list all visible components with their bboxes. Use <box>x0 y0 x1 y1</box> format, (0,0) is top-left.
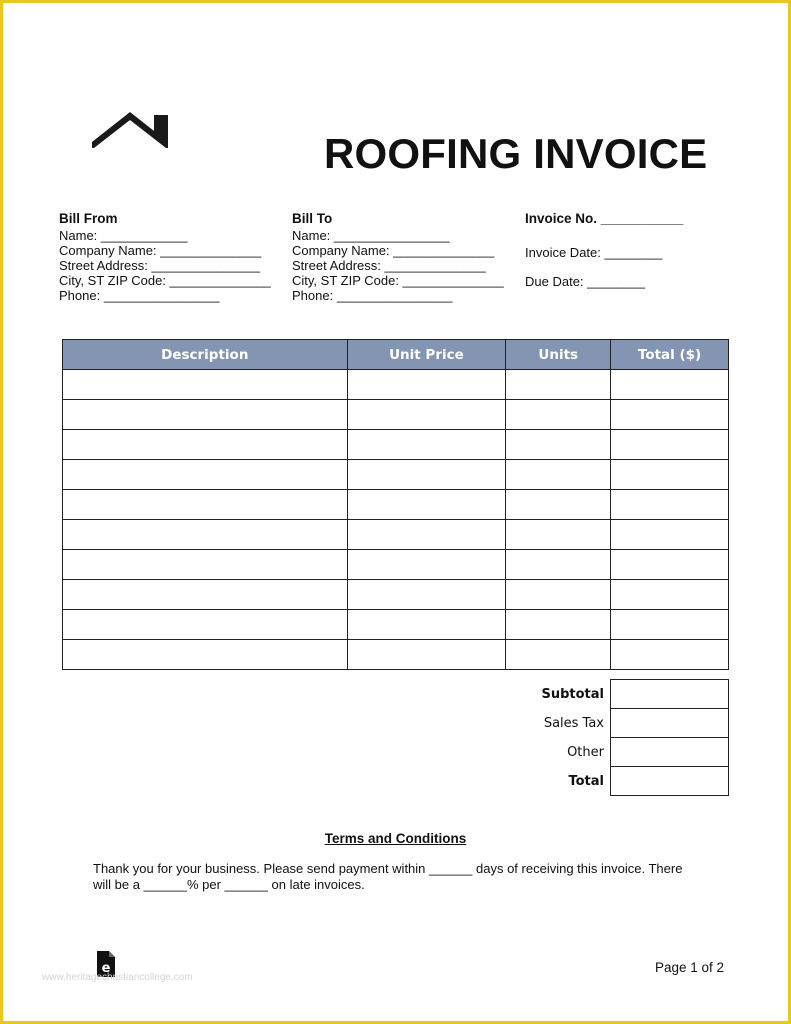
subtotal-value-cell[interactable] <box>611 680 729 709</box>
bill-from-city-field[interactable]: City, ST ZIP Code: ______________ <box>59 273 271 288</box>
description-cell[interactable] <box>63 400 348 430</box>
terms-heading: Terms and Conditions <box>324 831 467 846</box>
bill-to-name-field[interactable]: Name: ________________ <box>292 228 450 243</box>
unit-price-cell[interactable] <box>347 550 506 580</box>
bill-from-company-field[interactable]: Company Name: ______________ <box>59 243 262 258</box>
bill-to-street-field[interactable]: Street Address: ______________ <box>292 258 486 273</box>
other-value-cell[interactable] <box>611 738 729 767</box>
unit-price-cell[interactable] <box>347 430 506 460</box>
terms-line-2: will be a ______% per ______ on late invoices. <box>93 876 365 892</box>
table-row <box>63 520 729 550</box>
table-row <box>63 640 729 670</box>
bill-to-phone-field[interactable]: Phone: ________________ <box>292 288 453 303</box>
total-cell[interactable] <box>611 640 729 670</box>
units-cell[interactable] <box>506 520 611 550</box>
unit-price-cell[interactable] <box>347 610 506 640</box>
total-row <box>460 767 729 796</box>
description-cell[interactable] <box>63 610 348 640</box>
page-number: Page 1 of 2 <box>655 960 725 975</box>
subtotal-row <box>460 680 729 709</box>
bill-from-heading: Bill From <box>59 211 118 226</box>
unit-price-cell[interactable] <box>347 400 506 430</box>
svg-text:e: e <box>101 961 111 976</box>
units-cell[interactable] <box>506 400 611 430</box>
total-cell[interactable] <box>611 400 729 430</box>
units-cell[interactable] <box>506 460 611 490</box>
table-row <box>63 610 729 640</box>
sales-tax-row <box>460 709 729 738</box>
bill-to-heading: Bill To <box>292 211 333 226</box>
subtotal-label: Subtotal <box>541 686 604 702</box>
units-cell[interactable] <box>506 580 611 610</box>
watermark-text: www.heritagechristiancollege.com <box>42 972 193 983</box>
bill-from-section <box>59 211 271 303</box>
table-row <box>63 580 729 610</box>
table-row <box>63 370 729 400</box>
invoice-date-field[interactable]: Invoice Date: ________ <box>525 245 663 260</box>
total-cell[interactable] <box>611 520 729 550</box>
unit-price-cell[interactable] <box>347 490 506 520</box>
units-cell[interactable] <box>506 640 611 670</box>
table-row <box>63 490 729 520</box>
units-cell[interactable] <box>506 490 611 520</box>
total-header: Total ($) <box>611 340 729 370</box>
units-cell[interactable] <box>506 370 611 400</box>
invoice-number-field[interactable]: Invoice No. ___________ <box>525 211 684 226</box>
total-cell[interactable] <box>611 580 729 610</box>
description-cell[interactable] <box>63 520 348 550</box>
unit-price-cell[interactable] <box>347 460 506 490</box>
total-cell[interactable] <box>611 430 729 460</box>
description-cell[interactable] <box>63 640 348 670</box>
line-items-table <box>62 339 729 670</box>
bill-to-city-field[interactable]: City, ST ZIP Code: ______________ <box>292 273 504 288</box>
total-cell[interactable] <box>611 370 729 400</box>
units-cell[interactable] <box>506 610 611 640</box>
table-row <box>63 550 729 580</box>
description-cell[interactable] <box>63 490 348 520</box>
total-cell[interactable] <box>611 550 729 580</box>
sales-tax-label: Sales Tax <box>543 715 604 731</box>
total-cell[interactable] <box>611 460 729 490</box>
total-label: Total <box>568 773 604 789</box>
bill-to-company-field[interactable]: Company Name: ______________ <box>292 243 495 258</box>
description-cell[interactable] <box>63 370 348 400</box>
other-row <box>460 738 729 767</box>
page-title: ROOFING INVOICE <box>324 130 708 177</box>
description-cell[interactable] <box>63 550 348 580</box>
total-value-cell[interactable] <box>611 767 729 796</box>
table-row <box>63 430 729 460</box>
description-cell[interactable] <box>63 460 348 490</box>
table-row <box>63 400 729 430</box>
due-date-field[interactable]: Due Date: ________ <box>525 274 645 289</box>
units-header: Units <box>506 340 611 370</box>
unit-price-cell[interactable] <box>347 370 506 400</box>
total-cell[interactable] <box>611 610 729 640</box>
roof-icon <box>92 112 170 150</box>
table-header-row <box>63 340 729 370</box>
bill-from-phone-field[interactable]: Phone: ________________ <box>59 288 220 303</box>
description-cell[interactable] <box>63 430 348 460</box>
units-cell[interactable] <box>506 550 611 580</box>
description-cell[interactable] <box>63 580 348 610</box>
unit-price-header: Unit Price <box>347 340 506 370</box>
bill-to-section <box>292 211 504 303</box>
bill-from-street-field[interactable]: Street Address: _______________ <box>59 258 260 273</box>
description-header: Description <box>63 340 348 370</box>
bill-from-name-field[interactable]: Name: ____________ <box>59 228 188 243</box>
totals-table <box>460 679 729 796</box>
table-row <box>63 460 729 490</box>
unit-price-cell[interactable] <box>347 520 506 550</box>
unit-price-cell[interactable] <box>347 640 506 670</box>
unit-price-cell[interactable] <box>347 580 506 610</box>
terms-line-1: Thank you for your business. Please send payment within ______ days of receiving this invoice. There <box>93 861 683 876</box>
units-cell[interactable] <box>506 430 611 460</box>
sales-tax-value-cell[interactable] <box>611 709 729 738</box>
terms-text <box>93 861 703 892</box>
other-label: Other <box>567 744 604 760</box>
total-cell[interactable] <box>611 490 729 520</box>
